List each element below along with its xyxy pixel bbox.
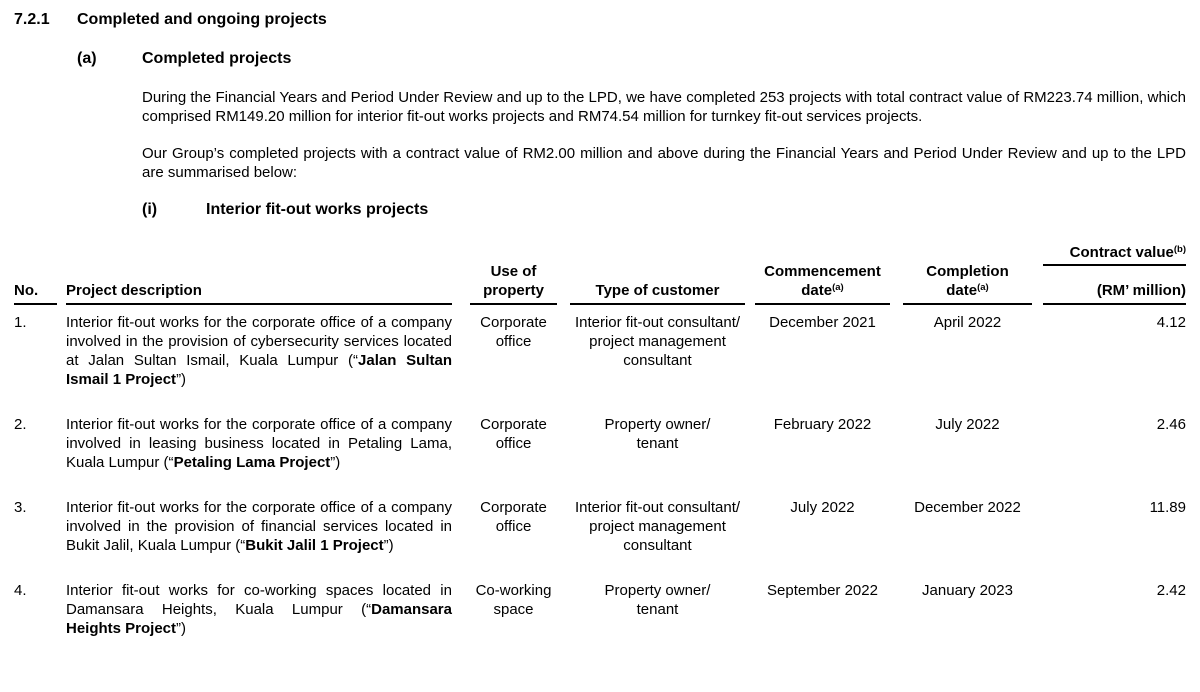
subsection-a-heading [77,49,1186,68]
contract-value: 2.46 [1156,416,1186,433]
description-text: ”) [176,620,187,637]
header-use-of-property: Use of property [470,262,557,305]
description-text: ”) [330,454,341,471]
completion-date: December 2022 [914,499,1021,516]
contract-value-label: Contract value [1069,244,1174,261]
customer-line: Interior fit-out consultant/ [574,314,741,331]
header-commencement-date [755,262,890,305]
subsection-i-label: (i) [142,201,158,218]
description-text: ”) [383,537,394,554]
use-of-property: Corporate office [480,416,547,452]
paragraph-table-intro: Our Group’s completed projects with a contract value of RM2.00 million and above during the Financial Years and Period Under Review and up to the LPD are summarised below: [142,145,1186,181]
row-number: 4. [14,582,27,599]
header-contract-value-unit: (RM’ million) [1096,282,1186,299]
table-row [14,498,1186,555]
footnote-marker-a: (a) [832,282,844,293]
footnote-marker-b: (b) [1173,244,1186,255]
customer-line: Interior fit-out consultant/ [574,499,741,516]
commencement-date: September 2022 [767,582,878,599]
use-of-property: Corporate office [480,314,547,350]
commencement-date: July 2022 [790,499,855,516]
customer-line: tenant [636,601,679,618]
commencement-date: February 2022 [773,416,872,433]
type-of-customer [570,415,745,453]
contract-value: 11.89 [1149,499,1186,516]
row-number: 2. [14,416,27,433]
project-description [66,415,452,472]
description-text: ”) [176,371,187,388]
table-row [14,581,1186,638]
table-row [14,313,1186,389]
subsection-i-title: Interior fit-out works projects [206,201,429,218]
footnote-marker-a: (a) [977,282,989,293]
header-completion-date [903,262,1032,305]
commencement-date: December 2021 [769,314,876,331]
completion-date: January 2023 [922,582,1013,599]
project-name: Bukit Jalil 1 Project [245,537,384,554]
row-number: 1. [14,314,27,331]
projects-table [14,243,1186,638]
section-number: 7.2.1 [14,11,50,28]
project-name: Petaling Lama Project [173,454,331,471]
customer-line: Property owner/ [604,582,711,599]
use-of-property: Co-working space [475,582,552,618]
subsection-a-title: Completed projects [142,50,292,67]
subsection-a-label: (a) [77,50,97,67]
description-text: Interior fit-out works for co-working spaces located in Damansara Heights, Kuala Lumpur (“ [66,582,452,618]
completion-date: July 2022 [935,416,1000,433]
table-header-row [14,243,1186,305]
row-number: 3. [14,499,27,516]
type-of-customer [570,498,745,555]
project-description [66,498,452,555]
paragraph-completed-summary: During the Financial Years and Period Under Review and up to the LPD, we have completed 253 projects with total contract value of RM223.74 million, which comprised RM149.20 million for interior fit-out works projects and RM74.54 million for turnkey fit-out services projects. [142,89,1186,125]
type-of-customer [570,581,745,619]
description-text: Interior fit-out works for the corporate office of a company involved in leasing business located in Petaling Lama, Kuala Lumpur (“ [66,416,452,471]
use-of-property: Corporate office [480,499,547,535]
subsection-i-heading [142,200,1186,219]
customer-line: Property owner/ [604,416,711,433]
header-commencement-line2: date [801,282,833,299]
type-of-customer [570,313,745,370]
project-description [66,313,452,389]
header-completion-line1: Completion [926,263,1009,280]
header-project-description: Project description [66,281,452,305]
section-heading [14,10,1186,29]
customer-line: project management consultant [589,518,726,554]
contract-value: 4.12 [1156,314,1186,331]
contract-value: 2.42 [1156,582,1186,599]
completion-date: April 2022 [933,314,1002,331]
section-title: Completed and ongoing projects [77,11,327,28]
project-name: Damansara Heights Project [66,601,452,637]
header-no: No. [14,281,57,305]
customer-line: project management consultant [589,333,726,369]
description-text: Interior fit-out works for the corporate office of a company involved in the provision of cybersecurity services located at Jalan Sultan Ismail, Kuala Lumpur (“ [66,314,452,369]
header-completion-line2: date [946,282,978,299]
project-description [66,581,452,638]
description-text: Interior fit-out works for the corporate office of a company involved in the provision of financial services located in Bukit Jalil, Kuala Lumpur (“ [66,499,452,554]
table-row [14,415,1186,472]
header-commencement-line1: Commencement [764,263,881,280]
header-contract-value [1043,243,1186,305]
project-name: Jalan Sultan Ismail 1 Project [66,352,453,388]
header-type-of-customer: Type of customer [570,281,745,305]
table-body [14,305,1186,638]
customer-line: tenant [636,435,679,452]
header-contract-value-title [1043,243,1186,266]
